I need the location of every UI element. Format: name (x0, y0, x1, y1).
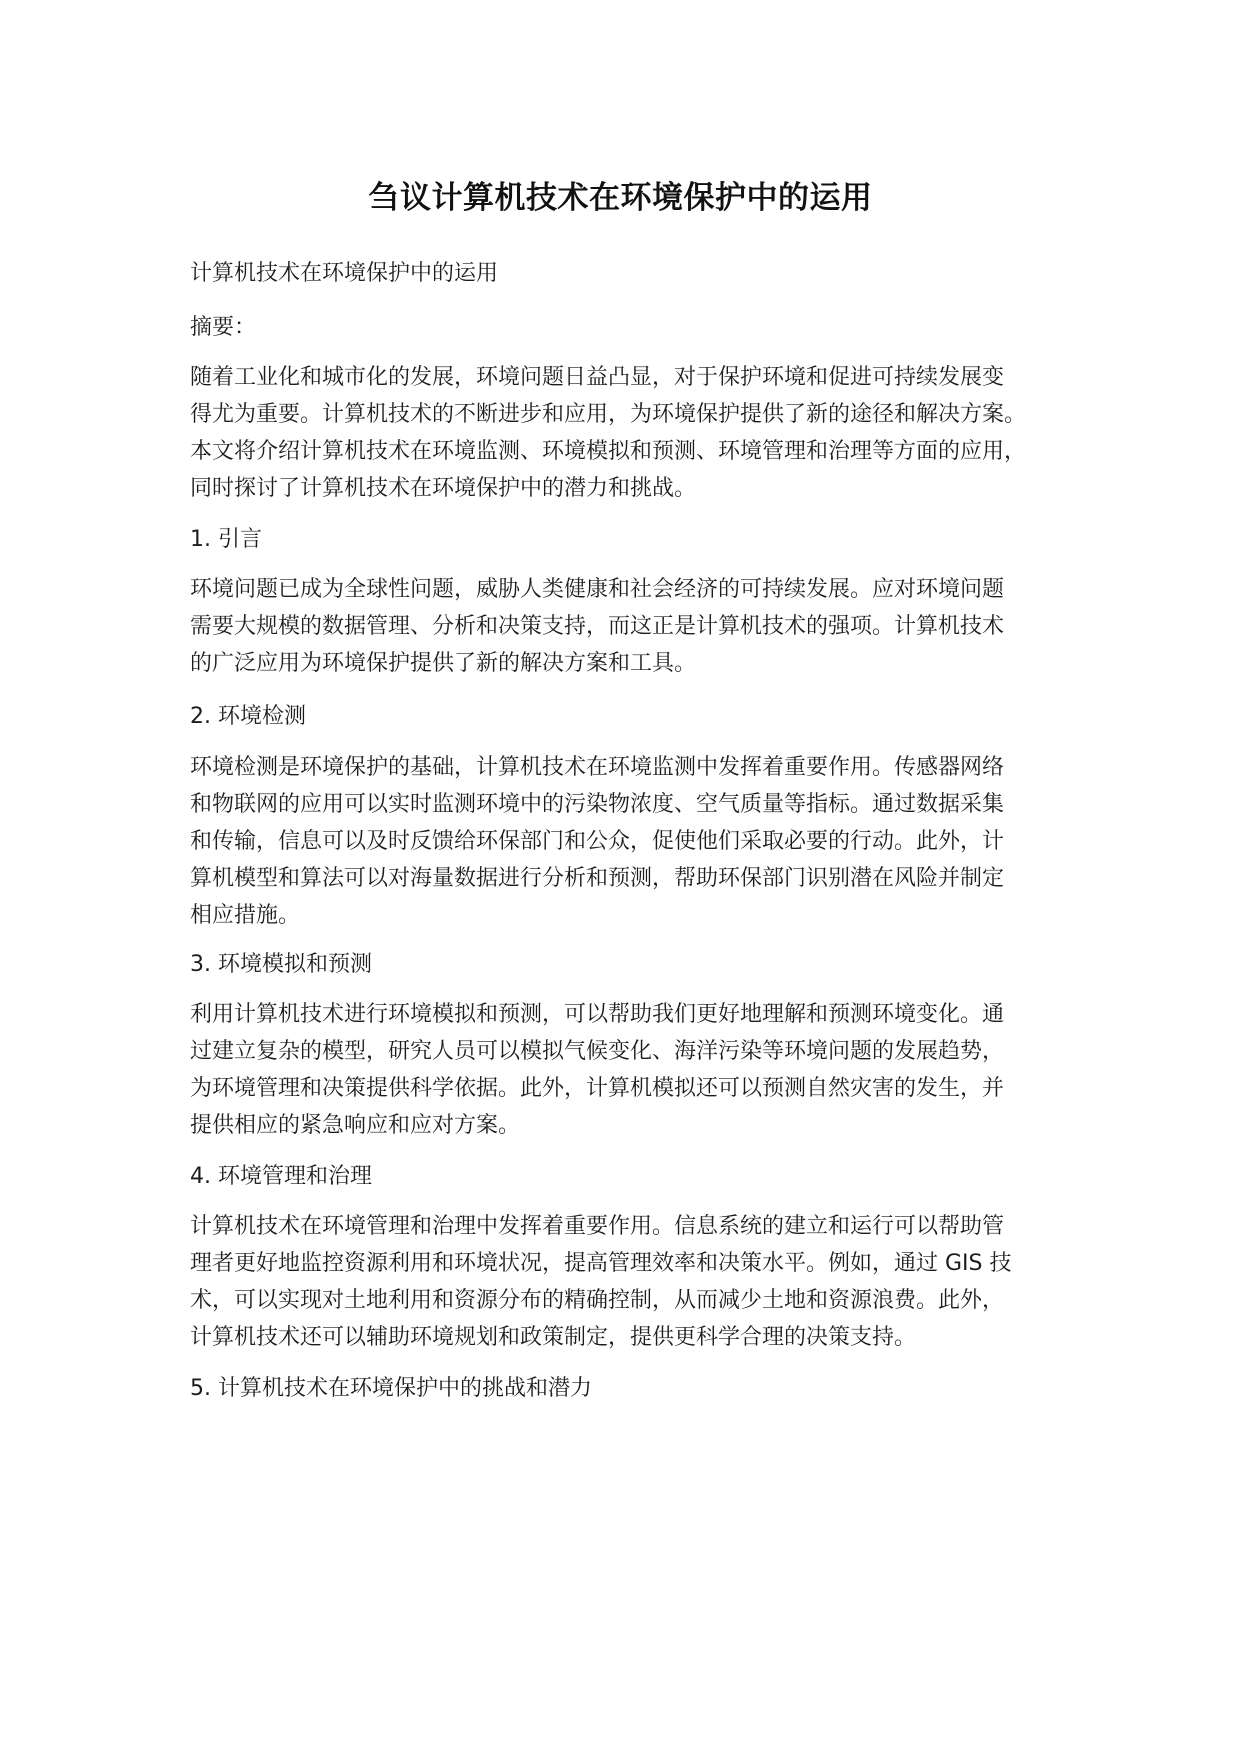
simulation-prediction-paragraph (190, 996, 1090, 1144)
paragraph-line: 算机模型和算法可以对海量数据进行分析和预测，帮助环保部门识别潜在风险并制定 (190, 866, 1005, 891)
paragraph-line: 相应措施。 (190, 903, 301, 928)
section-heading-text: 3. 环境模拟和预测 (190, 952, 372, 977)
section-heading-management-governance (190, 1158, 1090, 1195)
abstract-line: 随着工业化和城市化的发展，环境问题日益凸显，对于保护环境和促进可持续发展变 (190, 365, 1005, 390)
section-heading-text: 1. 引言 (190, 527, 262, 552)
environment-detection-paragraph (190, 749, 1090, 934)
paragraph-line: 计算机技术在环境管理和治理中发挥着重要作用。信息系统的建立和运行可以帮助管 (190, 1214, 1005, 1239)
paragraph-line: 的广泛应用为环境保护提供了新的解决方案和工具。 (190, 651, 697, 676)
paragraph-line: 环境问题已成为全球性问题，威胁人类健康和社会经济的可持续发展。应对环境问题 (190, 577, 1005, 602)
section-heading-text: 4. 环境管理和治理 (190, 1164, 372, 1189)
paragraph-line: 和物联网的应用可以实时监测环境中的污染物浓度、空气质量等指标。通过数据采集 (190, 792, 1005, 817)
paragraph-line: 利用计算机技术进行环境模拟和预测，可以帮助我们更好地理解和预测环境变化。通 (190, 1002, 1005, 1027)
section-heading-introduction (190, 521, 1090, 558)
paragraph-line: 为环境管理和决策提供科学依据。此外，计算机模拟还可以预测自然灾害的发生，并 (190, 1076, 1005, 1101)
paragraph-line: 提供相应的紧急响应和应对方案。 (190, 1113, 521, 1138)
management-governance-paragraph (190, 1208, 1090, 1356)
document-subtitle (190, 255, 1090, 292)
section-heading-challenges-potential (190, 1370, 1090, 1407)
abstract-line: 得尤为重要。计算机技术的不断进步和应用，为环境保护提供了新的途径和解决方案。 (190, 402, 1027, 427)
abstract-label-text: 摘要： (190, 315, 257, 340)
paragraph-line: 需要大规模的数据管理、分析和决策支持，而这正是计算机技术的强项。计算机技术 (190, 614, 1005, 639)
paragraph-line: 计算机技术还可以辅助环境规划和政策制定，提供更科学合理的决策支持。 (190, 1325, 917, 1350)
abstract-label (190, 309, 1090, 346)
introduction-paragraph (190, 571, 1090, 682)
abstract-line: 本文将介绍计算机技术在环境监测、环境模拟和预测、环境管理和治理等方面的应用， (190, 439, 1027, 464)
section-heading-text: 5. 计算机技术在环境保护中的挑战和潜力 (190, 1376, 592, 1401)
document-title: 刍议计算机技术在环境保护中的运用 (368, 180, 873, 216)
paragraph-line: 环境检测是环境保护的基础，计算机技术在环境监测中发挥着重要作用。传感器网络 (190, 755, 1005, 780)
abstract-paragraph (190, 359, 1090, 507)
section-heading-text: 2. 环境检测 (190, 704, 306, 729)
section-heading-simulation-prediction (190, 946, 1090, 983)
subtitle-text: 计算机技术在环境保护中的运用 (190, 261, 499, 286)
section-heading-environment-detection (190, 698, 1090, 735)
paragraph-line: 理者更好地监控资源利用和环境状况，提高管理效率和决策水平。例如，通过 GIS 技 (190, 1251, 1012, 1276)
abstract-line: 同时探讨了计算机技术在环境保护中的潜力和挑战。 (190, 476, 697, 501)
paragraph-line: 和传输，信息可以及时反馈给环保部门和公众，促使他们采取必要的行动。此外，计 (190, 829, 1005, 854)
paragraph-line: 过建立复杂的模型，研究人员可以模拟气候变化、海洋污染等环境问题的发展趋势， (190, 1039, 1005, 1064)
paragraph-line: 术，可以实现对土地利用和资源分布的精确控制，从而减少土地和资源浪费。此外， (190, 1288, 1005, 1313)
